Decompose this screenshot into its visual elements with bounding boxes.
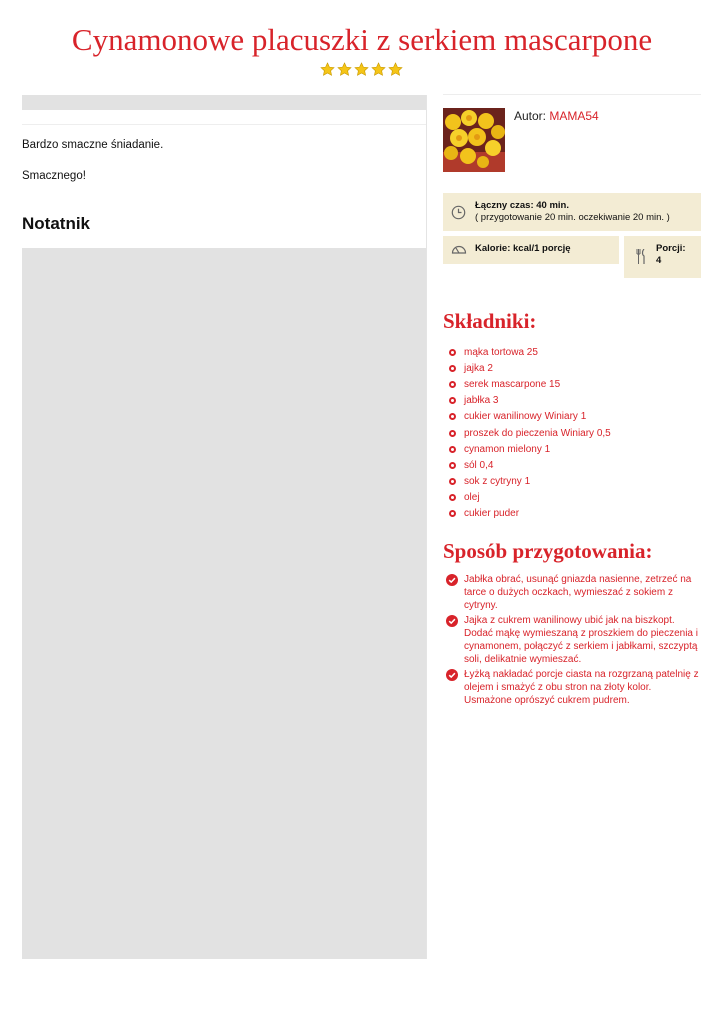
- star-icon: [337, 62, 352, 77]
- bullet-ring-icon: [449, 510, 456, 517]
- ingredient-label: cynamon mielony 1: [464, 443, 551, 455]
- ingredient-item: [449, 425, 611, 441]
- ingredient-item: [449, 506, 611, 522]
- bullet-ring-icon: [449, 462, 456, 469]
- divider: [22, 124, 426, 125]
- ingredient-label: mąka tortowa 25: [464, 346, 538, 358]
- star-icon: [371, 62, 386, 77]
- time-info: [443, 193, 701, 231]
- ingredient-label: cukier puder: [464, 508, 520, 520]
- portions-value: 4: [656, 255, 662, 266]
- ingredient-label: sól 0,4: [464, 459, 494, 471]
- ingredients-list: [449, 344, 611, 522]
- description-line: Bardzo smaczne śniadanie.: [22, 139, 164, 151]
- portions-info: [624, 236, 701, 278]
- bullet-ring-icon: [449, 478, 456, 485]
- rating-stars: [320, 62, 403, 77]
- total-time: Łączny czas: 40 min.: [475, 200, 569, 211]
- notes-area[interactable]: [22, 248, 426, 959]
- ingredients-title: Składniki:: [443, 309, 537, 333]
- step-text: Jajka z cukrem wanilinowy ubić jak na biszkopt. Dodać mąkę wymieszaną z proszkiem do pieczenia i cynamonem, połączyć z serkiem i jabłkami, szczyptą soli, delikatnie wymieszać.: [464, 615, 698, 665]
- star-icon: [354, 62, 369, 77]
- ingredient-item: [449, 409, 611, 425]
- step-item: [446, 668, 701, 707]
- bullet-ring-icon: [449, 494, 456, 501]
- ingredient-label: serek mascarpone 15: [464, 378, 561, 390]
- ingredient-label: jajka 2: [464, 362, 493, 374]
- author-link[interactable]: MAMA54: [549, 109, 599, 123]
- ingredient-item: [449, 376, 611, 392]
- ingredient-label: sok z cytryny 1: [464, 476, 531, 488]
- check-circle-icon: [446, 574, 458, 586]
- check-circle-icon: [446, 669, 458, 681]
- gauge-icon: [451, 242, 467, 256]
- ingredient-item: [449, 474, 611, 490]
- bullet-ring-icon: [449, 365, 456, 372]
- cutlery-icon: [636, 249, 646, 264]
- notes-title: Notatnik: [22, 214, 90, 233]
- toolbar-placeholder: [22, 95, 426, 110]
- description-line: Smacznego!: [22, 170, 86, 182]
- ingredient-item: [449, 441, 611, 457]
- ingredient-item: [449, 360, 611, 376]
- calories-label: Kalorie: kcal/1 porcję: [475, 243, 571, 254]
- bullet-ring-icon: [449, 349, 456, 356]
- bullet-ring-icon: [449, 413, 456, 420]
- ingredient-label: jabłka 3: [464, 395, 499, 407]
- step-text: Jabłka obrać, usunąć gniazda nasienne, zetrzeć na tarce o dużych oczkach, wymieszać z sokiem z cytryny.: [464, 574, 692, 611]
- bullet-ring-icon: [449, 397, 456, 404]
- portions-label: Porcji:: [656, 243, 686, 254]
- recipe-title: Cynamonowe placuszki z serkiem mascarpone: [71, 22, 653, 57]
- bullet-ring-icon: [449, 430, 456, 437]
- time-details: ( przygotowanie 20 min. oczekiwanie 20 min. ): [475, 212, 670, 223]
- ingredient-item: [449, 393, 611, 409]
- check-circle-icon: [446, 615, 458, 627]
- star-icon: [320, 62, 335, 77]
- clock-icon: [451, 205, 466, 220]
- bullet-ring-icon: [449, 446, 456, 453]
- ingredient-item: [449, 344, 611, 360]
- divider: [443, 94, 701, 95]
- method-title: Sposób przygotowania:: [443, 539, 653, 563]
- recipe-photo: [443, 108, 505, 172]
- star-icon: [388, 62, 403, 77]
- calories-info: [443, 236, 619, 264]
- bullet-ring-icon: [449, 381, 456, 388]
- ingredient-label: olej: [464, 492, 480, 504]
- ingredient-label: cukier wanilinowy Winiary 1: [464, 411, 587, 423]
- column-divider: [426, 95, 427, 959]
- step-item: [446, 573, 701, 612]
- ingredient-item: [449, 490, 611, 506]
- ingredient-label: proszek do pieczenia Winiary 0,5: [464, 427, 611, 439]
- step-text: Łyżką nakładać porcje ciasta na rozgrzaną patelnię z olejem i smażyć z obu stron na złoty kolor. Usmażone oprószyć cukrem pudrem.: [464, 669, 699, 706]
- author-label: Autor:: [514, 109, 547, 123]
- ingredient-item: [449, 457, 611, 473]
- steps-list: [446, 573, 701, 709]
- author: [514, 109, 599, 123]
- step-item: [446, 614, 701, 666]
